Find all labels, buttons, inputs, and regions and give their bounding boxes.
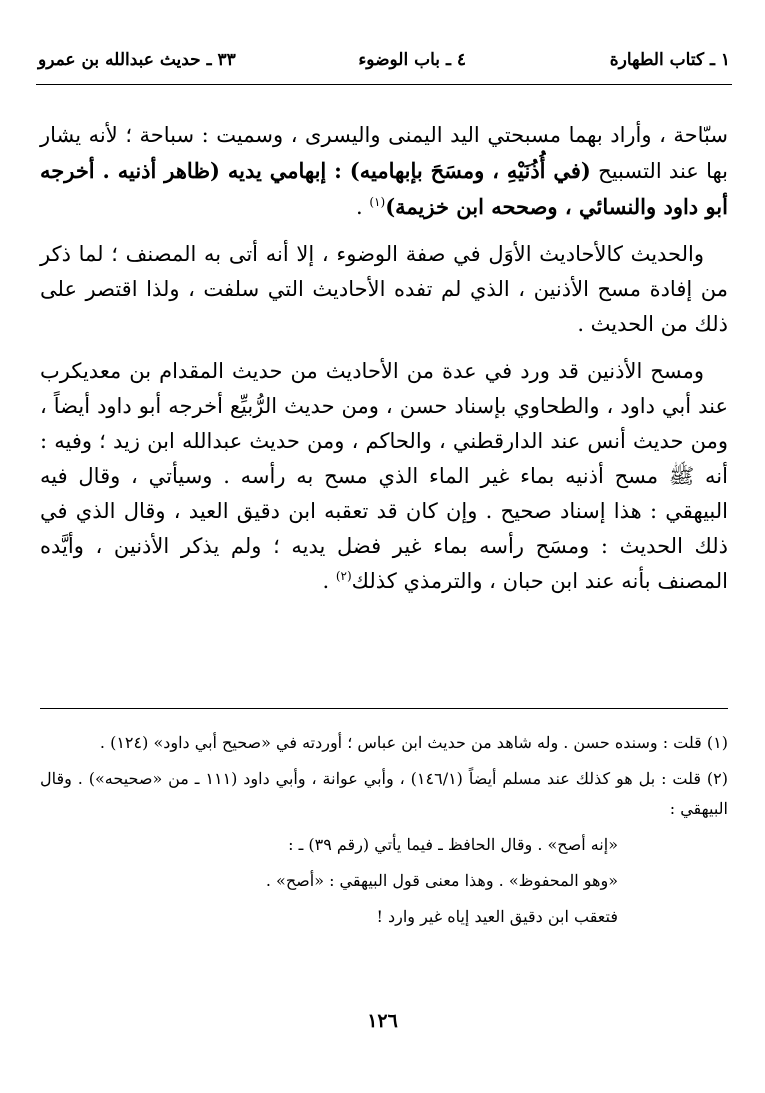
header-hadith-title: ٣٣ ـ حديث عبدالله بن عمرو — [38, 50, 236, 70]
footnote-2-quote-1: «إنه أصح» . وقال الحافظ ـ فيما يأتي (رقم ٣٩) ـ : — [288, 835, 618, 854]
footnote-ref-2: (٢) — [335, 569, 352, 583]
paragraph-2: والحديث كالأحاديث الأوَل في صفة الوضوء ، إلا أنه أتى به المصنف ؛ لما ذكر من إفادة مسح الأذنين ، الذي لم تفده الأحاديث التي سلفت ، ولذا اقتصر على ذلك من الحديث . — [40, 242, 728, 336]
paragraph-1-text: سبّاحة ، وأراد بهما مسبحتي اليد اليمنى واليسرى ، وسميت : سباحة ؛ لأنه يشار بها عند التسبيح — [40, 123, 728, 183]
running-header — [38, 46, 730, 82]
paragraph-1-bold-text: (في أُذُنَيْهِ ، ومسَحَ بإبهاميه) : إبهامي يديه (ظاهر أذنيه . أخرجه أبو داود والنسائي ، وصححه ابن خزيمة) — [40, 158, 728, 219]
footnote-1: (١) قلت : وسنده حسن . وله شاهد من حديث ابن عباس ؛ أوردته في «صحيح أبي داود» (١٢٤) . — [99, 733, 728, 752]
header-divider — [36, 84, 732, 85]
footnotes — [40, 728, 728, 938]
page-number: ١٢٦ — [367, 1010, 398, 1032]
footnote-2-conclusion: فتعقب ابن دقيق العيد إياه غير وارد ! — [376, 907, 618, 926]
paragraph-3-end: . — [322, 569, 336, 593]
paragraph-1 — [40, 118, 728, 225]
paragraph-3 — [40, 354, 728, 599]
paragraph-1-end: . — [356, 195, 370, 219]
footnote-2-quote-2: «وهو المحفوظ» . وهذا معنى قول البيهقي : «أصح» . — [265, 871, 618, 890]
footnote-2: (٢) قلت : بل هو كذلك عند مسلم أيضاً (١٤٦/١) ، وأبي عوانة ، وأبي داود (١١١ ـ من «صحيحه») . وقال البيهقي : — [40, 769, 729, 818]
paragraph-3-text: ومسح الأذنين قد ورد في عدة من الأحاديث من حديث المقدام بن معديكرب عند أبي داود ، والطحاوي بإسناد حسن ، ومن حديث الرُّبيِّع أخرجه أبو داود أيضاً ، ومن حديث أنس عند الدارقطني ، والحاكم ، ومن حديث عبدالله ابن زيد ؛ وفيه : أنه ﷺ مسح أذنيه بماء غير الماء الذي مسح به رأسه . وسيأتي ، وقال فيه البيهقي : هذا إسناد صحيح . وإن كان قد تعقبه ابن دقيق العيد ، وقال الذي في ذلك الحديث : ومسَح رأسه بماء غير فضل يديه ؛ ولم يذكر الأذنين ، وأيَّده المصنف بأنه عند ابن حبان ، والترمذي كذلك — [40, 359, 728, 593]
header-book-title: ١ ـ كتاب الطهارة — [609, 50, 730, 70]
header-chapter-title: ٤ ـ باب الوضوء — [358, 50, 466, 70]
footnote-divider — [40, 708, 728, 709]
main-text — [40, 118, 728, 611]
footnote-ref-1: (١) — [369, 195, 386, 209]
